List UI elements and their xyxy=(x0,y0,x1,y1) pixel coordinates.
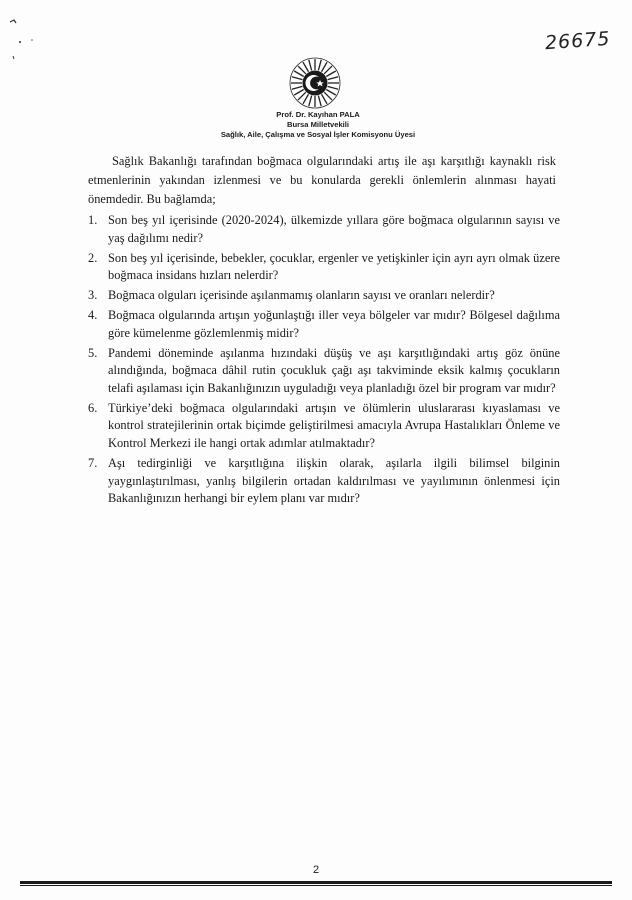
question-number: 4. xyxy=(88,308,98,323)
footer-rule xyxy=(20,881,612,886)
question-item xyxy=(88,455,560,508)
question-item xyxy=(88,307,560,342)
question-item xyxy=(88,345,560,398)
question-number: 5. xyxy=(88,345,98,360)
question-number: 3. xyxy=(88,288,98,303)
question-number: 1. xyxy=(88,213,98,227)
question-text: Son beş yıl içerisinde, bebekler, çocuklar, ergenler ve yetişkinler için ayrı ayrı olmak üzere boğmaca insidans hızları nelerdir? xyxy=(108,250,560,283)
question-text: Aşı tedirginliği ve karşıtlığına ilişkin olarak, aşılarla ilgili bilimsel bilginin yaygınlaştırılması, yanlış bilgilerin ortadan kaldırılması ve yayılımının önlenmesi için Bakanlığınızın herhangi bir eylem planı var mıdır? xyxy=(108,456,560,506)
question-number: 7. xyxy=(88,456,98,471)
intro-paragraph: Sağlık Bakanlığı tarafından boğmaca olgularındaki artış ile aşı karşıtlığı kaynaklı risk etmenlerinin yakından izlenmesi ve bu konularda gerekli önlemlerin alınması hayati önemdedir. Bu bağlamda; xyxy=(88,154,556,206)
question-number: 2. xyxy=(88,250,98,265)
mp-committee: Sağlık, Aile, Çalışma ve Sosyal İşler Komisyonu Üyesi xyxy=(220,130,416,139)
question-item xyxy=(88,212,560,247)
mp-title: Bursa Milletvekili xyxy=(286,120,350,129)
question-text: Pandemi döneminde aşılanma hızındaki düşüş ve aşı karşıtlığındaki artış göz önüne alındığında, boğmaca dâhil rutin çocukluk çağı aşı takviminde eksik kalmış çocukların telafi aşılaması için Bakanlığınızın uyguladığı veya planladığı özel bir program var mıdır? xyxy=(108,345,560,395)
question-text: Boğmaca olgularında artışın yoğunlaştığı iller veya bölgeler var mıdır? Bölgesel dağılıma göre kümelenme gözlemlenmiş midir? xyxy=(108,308,560,340)
question-text: Son beş yıl içerisinde (2020-2024), ülkemizde yıllara göre boğmaca olgularının sayısı ve yaş dağılımı nedir? xyxy=(108,213,560,245)
parliament-emblem-icon xyxy=(289,57,341,109)
question-list xyxy=(88,212,560,510)
mp-header xyxy=(0,110,632,140)
question-item xyxy=(88,287,560,305)
question-number: 6. xyxy=(88,400,98,415)
handwritten-document-number: 26675 xyxy=(543,27,611,55)
question-item xyxy=(88,250,560,285)
question-text: Türkiye’deki boğmaca olgularındaki artışın ve ölümlerin uluslararası kıyaslaması ve kontrol stratejilerinin ortak biçimde geliştirilmesi amacıyla Avrupa Hastalıkları Önleme ve Kontrol Merkezi ile hangi ortak adımlar atılmaktadır? xyxy=(108,400,560,450)
question-item xyxy=(88,400,560,453)
question-text: Boğmaca olguları içerisinde aşılanmamış olanların sayısı ve oranları nelerdir? xyxy=(108,288,495,303)
scan-artifact-marks xyxy=(8,12,38,62)
page-number: 2 xyxy=(312,864,320,876)
mp-name: Prof. Dr. Kayıhan PALA xyxy=(276,110,360,119)
